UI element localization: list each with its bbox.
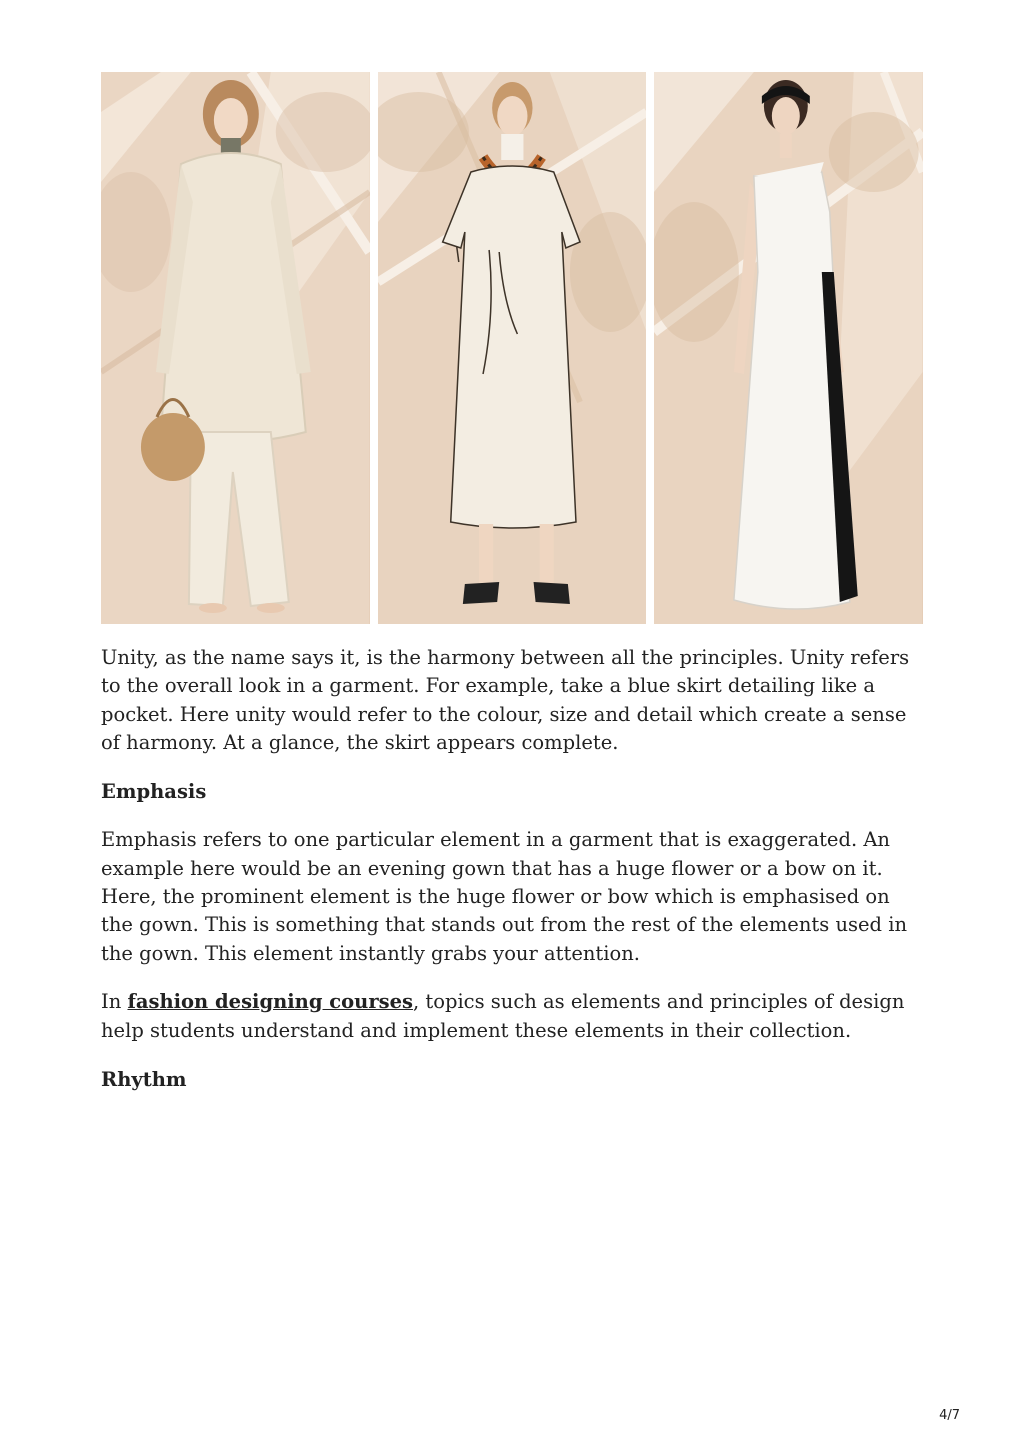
rhythm-heading: Rhythm	[101, 1067, 187, 1091]
article-body	[101, 644, 923, 1114]
courses-prefix: In	[101, 990, 128, 1014]
model-gown-illustration	[654, 72, 923, 624]
courses-paragraph	[101, 988, 923, 1045]
fashion-designing-courses-link[interactable]: fashion designing courses	[127, 990, 413, 1014]
model-coat-photo	[101, 72, 370, 624]
model-dress-illustration	[378, 72, 647, 624]
page-number: 4/7	[939, 1408, 960, 1423]
fashion-photo-strip	[101, 72, 923, 624]
unity-paragraph: Unity, as the name says it, is the harmony between all the principles. Unity refers to the overall look in a garment. For example, take a blue skirt detailing like a pocket. Here unity would refer to the colour, size and detail which create a sense of harmony. At a glance, the skirt appears complete.	[101, 646, 910, 754]
emphasis-paragraph: Emphasis refers to one particular element in a garment that is exaggerated. An example here would be an evening gown that has a huge flower or a bow on it. Here, the prominent element is the huge flower or bow which is emphasised on the gown. This is something that stands out from the rest of the elements used in the gown. This element instantly grabs your attention.	[101, 828, 908, 965]
courses-suffix: , topics such as elements and principles of design help students understand and implement these elements in their collection.	[101, 990, 905, 1042]
model-dress-photo	[378, 72, 647, 624]
emphasis-heading: Emphasis	[101, 779, 207, 803]
model-gown-photo	[654, 72, 923, 624]
model-coat-illustration	[101, 72, 370, 624]
